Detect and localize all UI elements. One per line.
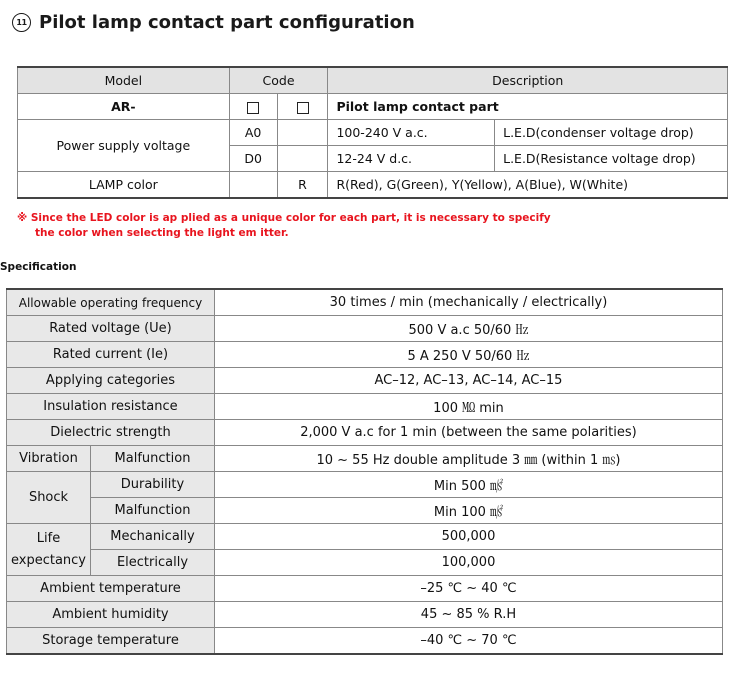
spec-row [7,550,723,576]
code-box-2 [277,94,328,120]
spec-row [7,368,723,394]
model-description: Pilot lamp contact part [328,94,728,120]
life-line-1: Life [36,530,61,546]
spec-row [7,524,723,550]
section-heading [12,8,415,36]
spec-row [7,498,723,524]
configuration-table [17,66,728,199]
power-type-d0: L.E.D(Resistance voltage drop) [495,146,728,172]
spec-label-shock-durability: Durability [91,472,215,498]
section-title: Pilot lamp contact part configuration [39,11,415,33]
spec-value-vibration: 10 ~ 55 Hz double amplitude 3 ㎜ (within 1 ㎳) [214,446,722,472]
power-empty-cell [277,120,328,146]
note-line-2: the color when selecting the light em itter. [35,227,289,239]
header-description: Description [328,67,728,94]
power-voltage-a0: 100-240 V a.c. [328,120,495,146]
spec-value-frequency: 30 times / min (mechanically / electrically) [214,289,722,316]
spec-group-shock: Shock [7,472,91,524]
spec-row [7,602,723,628]
spec-row [7,576,723,602]
header-model: Model [18,67,230,94]
checkbox-square-icon [247,102,259,114]
power-type-a0: L.E.D(condenser voltage drop) [495,120,728,146]
power-code-a0: A0 [229,120,277,146]
spec-value-shock-malfunction: Min 100 ㎨ [214,498,722,524]
led-color-note [17,211,657,241]
spec-label-life-electrical: Electrically [91,550,215,576]
spec-label-vibration-malfunction: Malfunction [91,446,215,472]
spec-row [7,394,723,420]
config-header-row [18,67,728,94]
spec-label-ambient-temp: Ambient temperature [7,576,215,602]
lamp-color-description: R(Red), G(Green), Y(Yellow), A(Blue), W(White) [328,172,728,199]
specification-title: Specification [0,261,77,273]
specification-table [6,288,723,655]
spec-row [7,628,723,655]
spec-value-ambient-humidity: 45 ~ 85 % R.H [214,602,722,628]
code-box-1 [229,94,277,120]
lamp-color-code: R [277,172,328,199]
spec-label-rated-voltage: Rated voltage (Ue) [7,316,215,342]
spec-group-vibration: Vibration [7,446,91,472]
spec-value-rated-voltage: 500 V a.c 50/60 ㎐ [214,316,722,342]
spec-group-life [7,524,91,576]
spec-value-dielectric: 2,000 V a.c for 1 min (between the same polarities) [214,420,722,446]
spec-label-frequency: Allowable operating frequency [7,289,215,316]
spec-row [7,420,723,446]
spec-value-ambient-temp: –25 ℃ ~ 40 ℃ [214,576,722,602]
spec-label-insulation: Insulation resistance [7,394,215,420]
spec-label-rated-current: Rated current (Ie) [7,342,215,368]
spec-value-life-electrical: 100,000 [214,550,722,576]
note-line-1: ※ Since the LED color is ap plied as a unique color for each part, it is necessary to specify [17,212,551,224]
spec-label-ambient-humidity: Ambient humidity [7,602,215,628]
spec-value-life-mechanical: 500,000 [214,524,722,550]
power-row-a0 [18,120,728,146]
power-code-d0: D0 [229,146,277,172]
spec-label-dielectric: Dielectric strength [7,420,215,446]
life-line-2: expectancy [11,552,87,568]
power-empty-cell [277,146,328,172]
spec-label-categories: Applying categories [7,368,215,394]
model-value: AR- [18,94,230,120]
config-model-row [18,94,728,120]
spec-row [7,472,723,498]
spec-row [7,289,723,316]
spec-label-life-mechanical: Mechanically [91,524,215,550]
spec-label-storage-temp: Storage temperature [7,628,215,655]
spec-row [7,342,723,368]
lamp-color-row [18,172,728,199]
spec-row [7,316,723,342]
section-number-badge: 11 [12,13,31,32]
lamp-empty-cell [229,172,277,199]
spec-label-shock-malfunction: Malfunction [91,498,215,524]
spec-row [7,446,723,472]
spec-value-rated-current: 5 A 250 V 50/60 ㎐ [214,342,722,368]
power-voltage-d0: 12-24 V d.c. [328,146,495,172]
spec-value-storage-temp: –40 ℃ ~ 70 ℃ [214,628,722,655]
spec-value-insulation: 100 ㏁ min [214,394,722,420]
spec-value-categories: AC–12, AC–13, AC–14, AC–15 [214,368,722,394]
lamp-color-label: LAMP color [18,172,230,199]
checkbox-square-icon [297,102,309,114]
spec-value-shock-durability: Min 500 ㎨ [214,472,722,498]
power-supply-label: Power supply voltage [18,120,230,172]
header-code: Code [229,67,328,94]
